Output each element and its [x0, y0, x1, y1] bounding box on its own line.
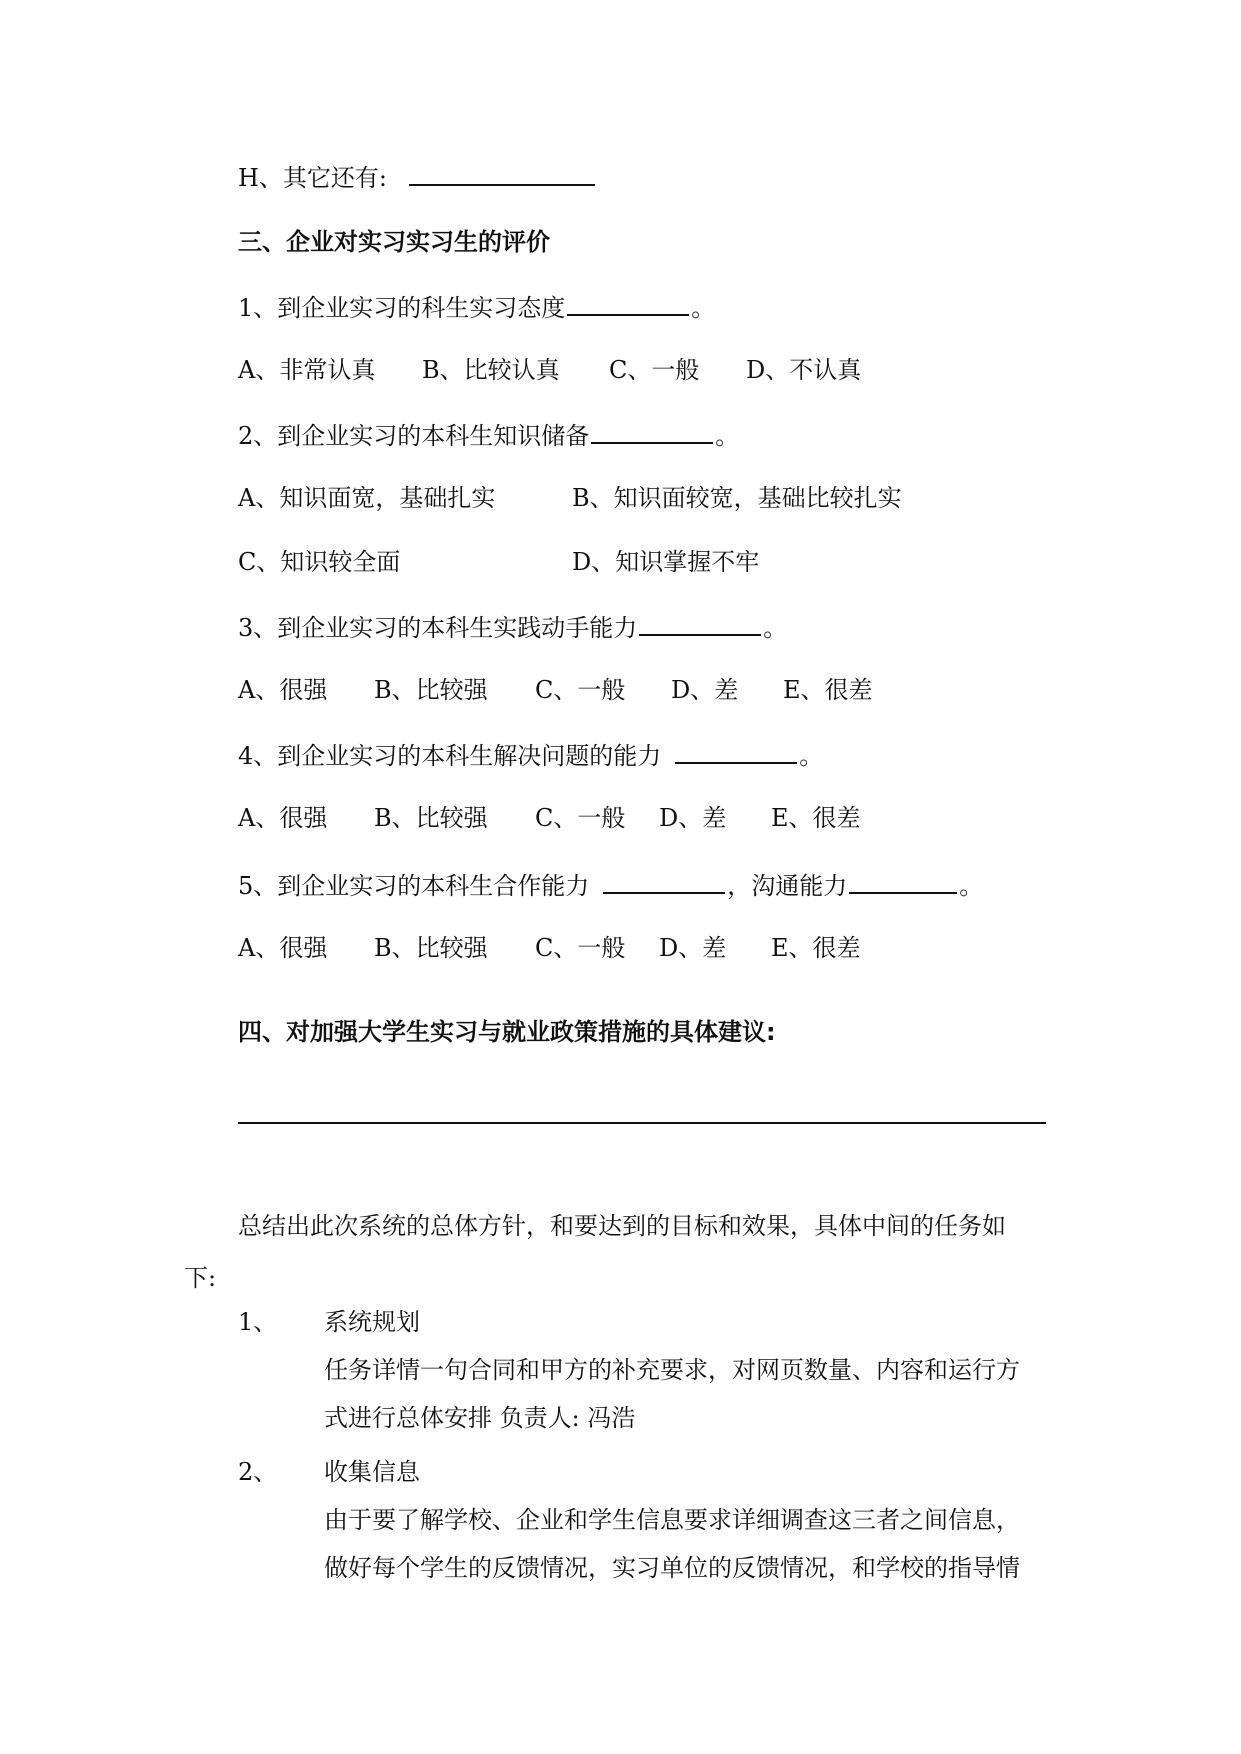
q4-option-d: D、差 [659, 804, 727, 832]
task-1-number: 1、 [238, 1308, 278, 1336]
suggestion-answer-line [238, 1122, 1046, 1124]
section-3-title: 三、企业对实习实习生的评价 [238, 228, 550, 256]
q5-option-c: C、一般 [535, 934, 626, 962]
q2-option-c: C、知识较全面 [238, 548, 401, 576]
question-5-mid: ，沟通能力 [727, 872, 848, 900]
question-3-end: 。 [763, 614, 788, 642]
question-4-end: 。 [799, 742, 824, 770]
q4-option-e: E、很差 [771, 804, 861, 832]
q3-option-a: A、很强 [238, 676, 328, 704]
q3-option-e: E、很差 [783, 676, 873, 704]
q5-option-b: B、比较强 [374, 934, 488, 962]
q5-option-e: E、很差 [771, 934, 861, 962]
question-2-blank [591, 418, 713, 444]
question-3-blank [639, 610, 761, 636]
question-1-blank [567, 290, 689, 316]
task-1-title: 系统规划 [324, 1308, 420, 1336]
question-2-end: 。 [715, 422, 740, 450]
question-2 [238, 418, 739, 452]
q4-option-a: A、很强 [238, 804, 328, 832]
question-4 [238, 738, 823, 772]
question-1-text: 1、到企业实习的科生实习态度 [238, 294, 566, 322]
task-2-detail-1: 由于要了解学校、企业和学生信息要求详细调查这三者之间信息， [324, 1506, 1020, 1534]
q4-option-c: C、一般 [535, 804, 626, 832]
q1-option-c: C、一般 [609, 356, 700, 384]
q3-option-b: B、比较强 [374, 676, 488, 704]
task-2-detail-2: 做好每个学生的反馈情况，实习单位的反馈情况，和学校的指导情 [324, 1554, 1020, 1582]
question-3 [238, 610, 787, 644]
q1-option-b: B、比较认真 [422, 356, 560, 384]
question-5-blank-communication [849, 868, 957, 894]
q1-option-a: A、非常认真 [238, 356, 376, 384]
question-2-text: 2、到企业实习的本科生知识储备 [238, 422, 590, 450]
section-4-title: 四、对加强大学生实习与就业政策措施的具体建议: [238, 1018, 776, 1046]
other-items-blank [409, 160, 595, 186]
question-5-blank-cooperation [603, 868, 725, 894]
q3-option-c: C、一般 [535, 676, 626, 704]
summary-line-2: 下: [184, 1264, 217, 1292]
other-items-label: H、其它还有: [238, 164, 388, 192]
q2-option-d: D、知识掌握不牢 [572, 548, 760, 576]
q5-option-d: D、差 [659, 934, 727, 962]
question-5-end: 。 [959, 872, 984, 900]
q2-option-b: B、知识面较宽，基础比较扎实 [572, 484, 902, 512]
q4-option-b: B、比较强 [374, 804, 488, 832]
question-1 [238, 290, 715, 324]
question-4-text: 4、到企业实习的本科生解决问题的能力 [238, 742, 662, 770]
question-1-end: 。 [691, 294, 716, 322]
question-5 [238, 868, 983, 902]
question-4-blank [675, 738, 797, 764]
task-2-number: 2、 [238, 1458, 278, 1486]
question-5-text: 5、到企业实习的本科生合作能力 [238, 872, 590, 900]
task-1-detail-2: 式进行总体安排 负责人: 冯浩 [324, 1404, 636, 1432]
question-3-text: 3、到企业实习的本科生实践动手能力 [238, 614, 638, 642]
task-2-title: 收集信息 [324, 1458, 420, 1486]
q1-option-d: D、不认真 [746, 356, 862, 384]
summary-line-1: 总结出此次系统的总体方针，和要达到的目标和效果，具体中间的任务如 [238, 1212, 1006, 1240]
q2-option-a: A、知识面宽，基础扎实 [238, 484, 496, 512]
q3-option-d: D、差 [671, 676, 739, 704]
other-items-line [238, 160, 597, 194]
q5-option-a: A、很强 [238, 934, 328, 962]
task-1-detail-1: 任务详情一句合同和甲方的补充要求，对网页数量、内容和运行方 [324, 1356, 1020, 1384]
